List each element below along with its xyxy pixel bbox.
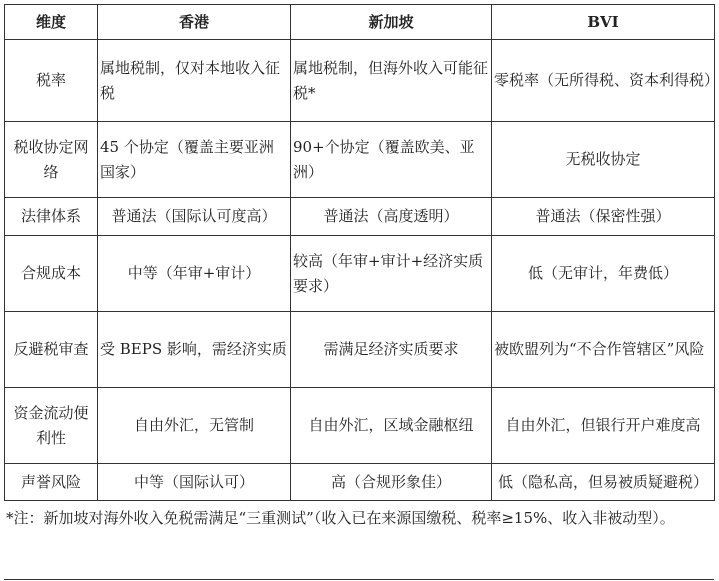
cell-singapore: 高（合规形象佳） [291,464,492,501]
cell-hong-kong: 中等（国际认可） [98,464,291,501]
row-dimension: 资金流动便利性 [5,388,98,464]
table-row [5,122,715,198]
cell-singapore: 普通法（高度透明） [291,198,492,236]
cell-singapore: 90+个协定（覆盖欧美、亚洲） [291,122,492,198]
comparison-document [4,4,719,532]
row-dimension: 法律体系 [5,198,98,236]
cell-singapore: 需满足经济实质要求 [291,312,492,388]
cell-bvi: 被欧盟列为“不合作管辖区”风险 [492,312,715,388]
cell-singapore: 属地税制，但海外收入可能征税* [291,40,492,122]
cell-hong-kong: 属地税制，仅对本地收入征税 [98,40,291,122]
bottom-divider [4,579,714,580]
row-dimension: 反避税审查 [5,312,98,388]
cell-hong-kong: 受 BEPS 影响，需经济实质 [98,312,291,388]
header-dimension: 维度 [5,5,98,40]
row-dimension: 税收协定网络 [5,122,98,198]
cell-hong-kong: 中等（年审+审计） [98,236,291,312]
header-bvi: BVI [492,5,715,40]
table-row [5,236,715,312]
jurisdiction-comparison-table [4,4,719,501]
row-dimension: 声誉风险 [5,464,98,501]
row-dimension: 税率 [5,40,98,122]
cell-hong-kong: 45 个协定（覆盖主要亚洲国家） [98,122,291,198]
row-dimension: 合规成本 [5,236,98,312]
table-row [5,464,715,501]
table-header-row [5,5,715,40]
cell-singapore: 自由外汇，区域金融枢纽 [291,388,492,464]
cell-hong-kong: 自由外汇，无管制 [98,388,291,464]
cell-bvi: 自由外汇，但银行开户难度高 [492,388,715,464]
header-hong-kong: 香港 [98,5,291,40]
header-singapore: 新加坡 [291,5,492,40]
table-row [5,40,715,122]
cell-bvi: 普通法（保密性强） [492,198,715,236]
cell-bvi: 无税收协定 [492,122,715,198]
cell-hong-kong: 普通法（国际认可度高） [98,198,291,236]
cell-bvi: 低（隐私高，但易被质疑避税） [492,464,715,501]
cell-bvi: 零税率（无所得税、资本利得税） [492,40,715,122]
cell-singapore: 较高（年审+审计+经济实质要求） [291,236,492,312]
footnote: *注：新加坡对海外收入免税需满足“三重测试”（收入已在来源国缴税、税率≥15%、收入非被动型）。 [6,509,675,527]
table-row [5,388,715,464]
table-row [5,312,715,388]
cell-bvi: 低（无审计，年费低） [492,236,715,312]
table-row [5,198,715,236]
